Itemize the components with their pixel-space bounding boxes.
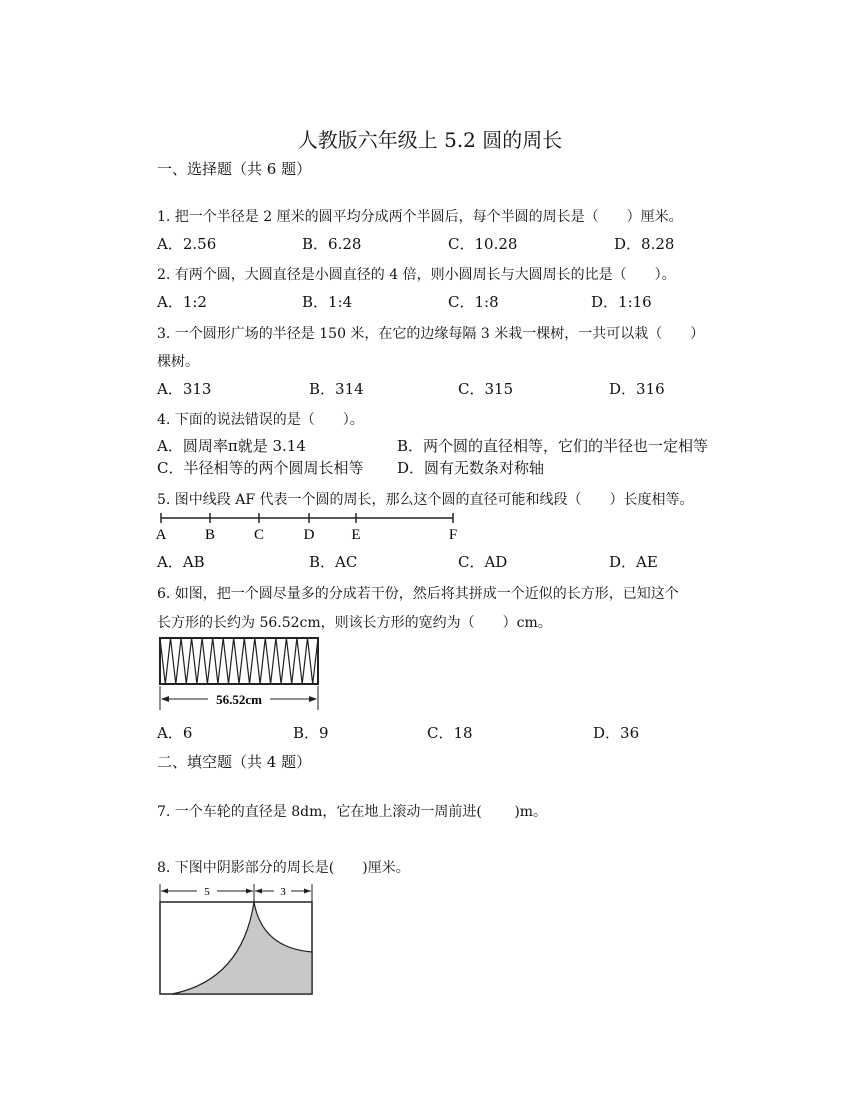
shaded-region-figure xyxy=(158,880,318,998)
point-label-d: D xyxy=(303,527,315,543)
dim-label-5: 5 xyxy=(204,886,210,898)
dim-arrow-right xyxy=(309,696,317,702)
q1-option-d: D．8.28 xyxy=(614,235,675,253)
section-heading-choice: 一、选择题（共 6 题） xyxy=(157,160,312,178)
arrow-5-left xyxy=(161,889,168,894)
q4-option-b: B．两个圆的直径相等，它们的半径也一定相等 xyxy=(397,437,709,455)
question-3-text-cont: 棵树。 xyxy=(157,354,199,370)
page-title: 人教版六年级上 5.2 圆的周长 xyxy=(297,128,563,152)
q3-option-c: C．315 xyxy=(458,380,514,398)
q6-option-c: C．18 xyxy=(427,724,473,742)
q6-option-a: A．6 xyxy=(157,724,193,742)
q5-option-b: B．AC xyxy=(309,553,358,571)
question-7-text: 7. 一个车轮的直径是 8dm，它在地上滚动一周前进( )m。 xyxy=(157,804,548,820)
q3-option-a: A．313 xyxy=(157,380,212,398)
question-5-text: 5. 图中线段 AF 代表一个圆的周长，那么这个圆的直径可能和线段（ ）长度相等。 xyxy=(157,492,694,508)
dim-label-3: 3 xyxy=(280,886,286,898)
question-4-text: 4. 下面的说法错误的是（ ）。 xyxy=(157,412,364,428)
point-label-a: A xyxy=(155,527,167,543)
question-3-text: 3. 一个圆形广场的半径是 150 米，在它的边缘每隔 3 米栽一棵树，一共可以栽（ ） xyxy=(157,326,705,342)
point-label-b: B xyxy=(204,527,216,543)
section-heading-fill: 二、填空题（共 4 题） xyxy=(157,753,312,771)
q6-option-d: D．36 xyxy=(593,724,640,742)
approx-rectangle-figure xyxy=(158,636,320,712)
point-label-c: C xyxy=(253,527,265,543)
question-2-text: 2. 有两个圆，大圆直径是小圆直径的 4 倍，则小圆周长与大圆周长的比是（ ）。 xyxy=(157,267,676,283)
dim-label: 56.52cm xyxy=(216,692,262,707)
q1-option-b: B．6.28 xyxy=(302,235,362,253)
arrow-3-left xyxy=(255,889,262,894)
arrow-5-right xyxy=(246,889,253,894)
q5-option-c: C．AD xyxy=(458,553,508,571)
q4-option-c: C．半径相等的两个圆周长相等 xyxy=(157,459,364,477)
q3-option-d: D．316 xyxy=(609,380,665,398)
q4-option-d: D．圆有无数条对称轴 xyxy=(397,459,545,477)
q4-option-a: A．圆周率π就是 3.14 xyxy=(157,437,306,455)
q2-option-a: A．1:2 xyxy=(157,293,207,311)
q2-option-b: B．1:4 xyxy=(302,293,353,311)
question-6-text: 6. 如图，把一个圆尽量多的分成若干份，然后将其拼成一个近似的长方形，已知这个 xyxy=(157,586,679,602)
dim-arrow-left xyxy=(161,696,169,702)
q6-option-b: B．9 xyxy=(293,724,329,742)
point-label-e: E xyxy=(351,527,361,543)
q2-option-c: C．1:8 xyxy=(448,293,499,311)
q5-option-a: A．AB xyxy=(157,553,205,571)
question-6-text-cont: 长方形的长约为 56.52cm，则该长方形的宽约为（ ）cm。 xyxy=(157,615,552,631)
segment-af-figure xyxy=(155,510,475,544)
point-label-f: F xyxy=(448,527,458,543)
arrow-3-right xyxy=(304,889,311,894)
question-8-text: 8. 下图中阴影部分的周长是( )厘米。 xyxy=(157,860,410,876)
q1-option-a: A．2.56 xyxy=(157,235,217,253)
q1-option-c: C．10.28 xyxy=(448,235,518,253)
question-1-text: 1. 把一个半径是 2 厘米的圆平均分成两个半圆后，每个半圆的周长是（ ）厘米。 xyxy=(157,209,683,225)
q5-option-d: D．AE xyxy=(609,553,658,571)
q3-option-b: B．314 xyxy=(309,380,364,398)
q2-option-d: D．1:16 xyxy=(591,293,652,311)
